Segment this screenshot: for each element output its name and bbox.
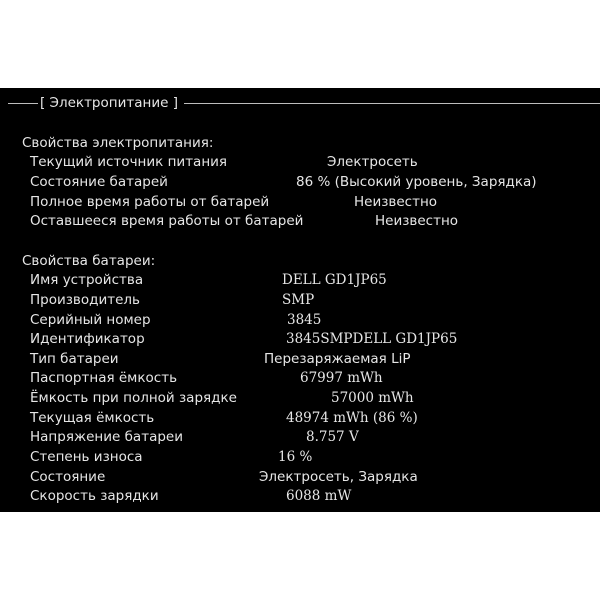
- power-value-full-runtime: Неизвестно: [354, 194, 438, 210]
- battery-label-state: Состояние: [30, 469, 106, 485]
- battery-value-identifier: 3845SMPDELL GD1JP65: [286, 331, 458, 347]
- battery-label-wear-level: Степень износа: [30, 449, 143, 465]
- battery-label-design-capacity: Паспортная ёмкость: [30, 370, 178, 386]
- battery-label-serial: Серийный номер: [30, 312, 151, 328]
- battery-label-voltage: Напряжение батареи: [30, 429, 183, 445]
- battery-value-full-charge-capacity: 57000 mWh: [331, 390, 414, 406]
- power-info-panel: [0, 88, 600, 512]
- battery-label-device-name: Имя устройства: [30, 272, 144, 288]
- battery-value-voltage: 8.757 V: [306, 429, 359, 445]
- battery-label-type: Тип батареи: [30, 351, 119, 367]
- battery-label-current-capacity: Текущая ёмкость: [30, 410, 155, 426]
- section-header: [0, 94, 600, 112]
- battery-value-state: Электросеть, Зарядка: [259, 469, 418, 485]
- power-value-source: Электросеть: [327, 154, 418, 170]
- battery-value-charge-rate: 6088 mW: [286, 488, 352, 504]
- battery-value-type: Перезаряжаемая LiP: [264, 351, 411, 367]
- power-label-battery-state: Состояние батарей: [30, 174, 168, 190]
- power-section-title: Свойства электропитания:: [22, 135, 214, 151]
- power-value-remaining-runtime: Неизвестно: [375, 213, 459, 229]
- power-label-source: Текущий источник питания: [30, 154, 228, 170]
- power-value-battery-state: 86 % (Высокий уровень, Зарядка): [296, 174, 537, 190]
- battery-value-wear-level: 16 %: [278, 449, 313, 465]
- battery-value-device-name: DELL GD1JP65: [282, 272, 387, 288]
- battery-label-full-charge-capacity: Ёмкость при полной зарядке: [30, 390, 237, 406]
- battery-section-title: Свойства батареи:: [22, 253, 156, 269]
- header-title: [ Электропитание ]: [40, 95, 178, 111]
- battery-value-manufacturer: SMP: [282, 292, 315, 308]
- header-rule-right: [184, 103, 600, 104]
- power-label-remaining-runtime: Оставшееся время работы от батарей: [30, 213, 304, 229]
- battery-label-charge-rate: Скорость зарядки: [30, 488, 159, 504]
- header-rule-left: [8, 103, 42, 104]
- battery-value-current-capacity: 48974 mWh (86 %): [286, 410, 418, 426]
- battery-label-identifier: Идентификатор: [30, 331, 145, 347]
- battery-value-design-capacity: 67997 mWh: [300, 370, 383, 386]
- battery-label-manufacturer: Производитель: [30, 292, 141, 308]
- power-label-full-runtime: Полное время работы от батарей: [30, 194, 270, 210]
- battery-value-serial: 3845: [287, 312, 322, 328]
